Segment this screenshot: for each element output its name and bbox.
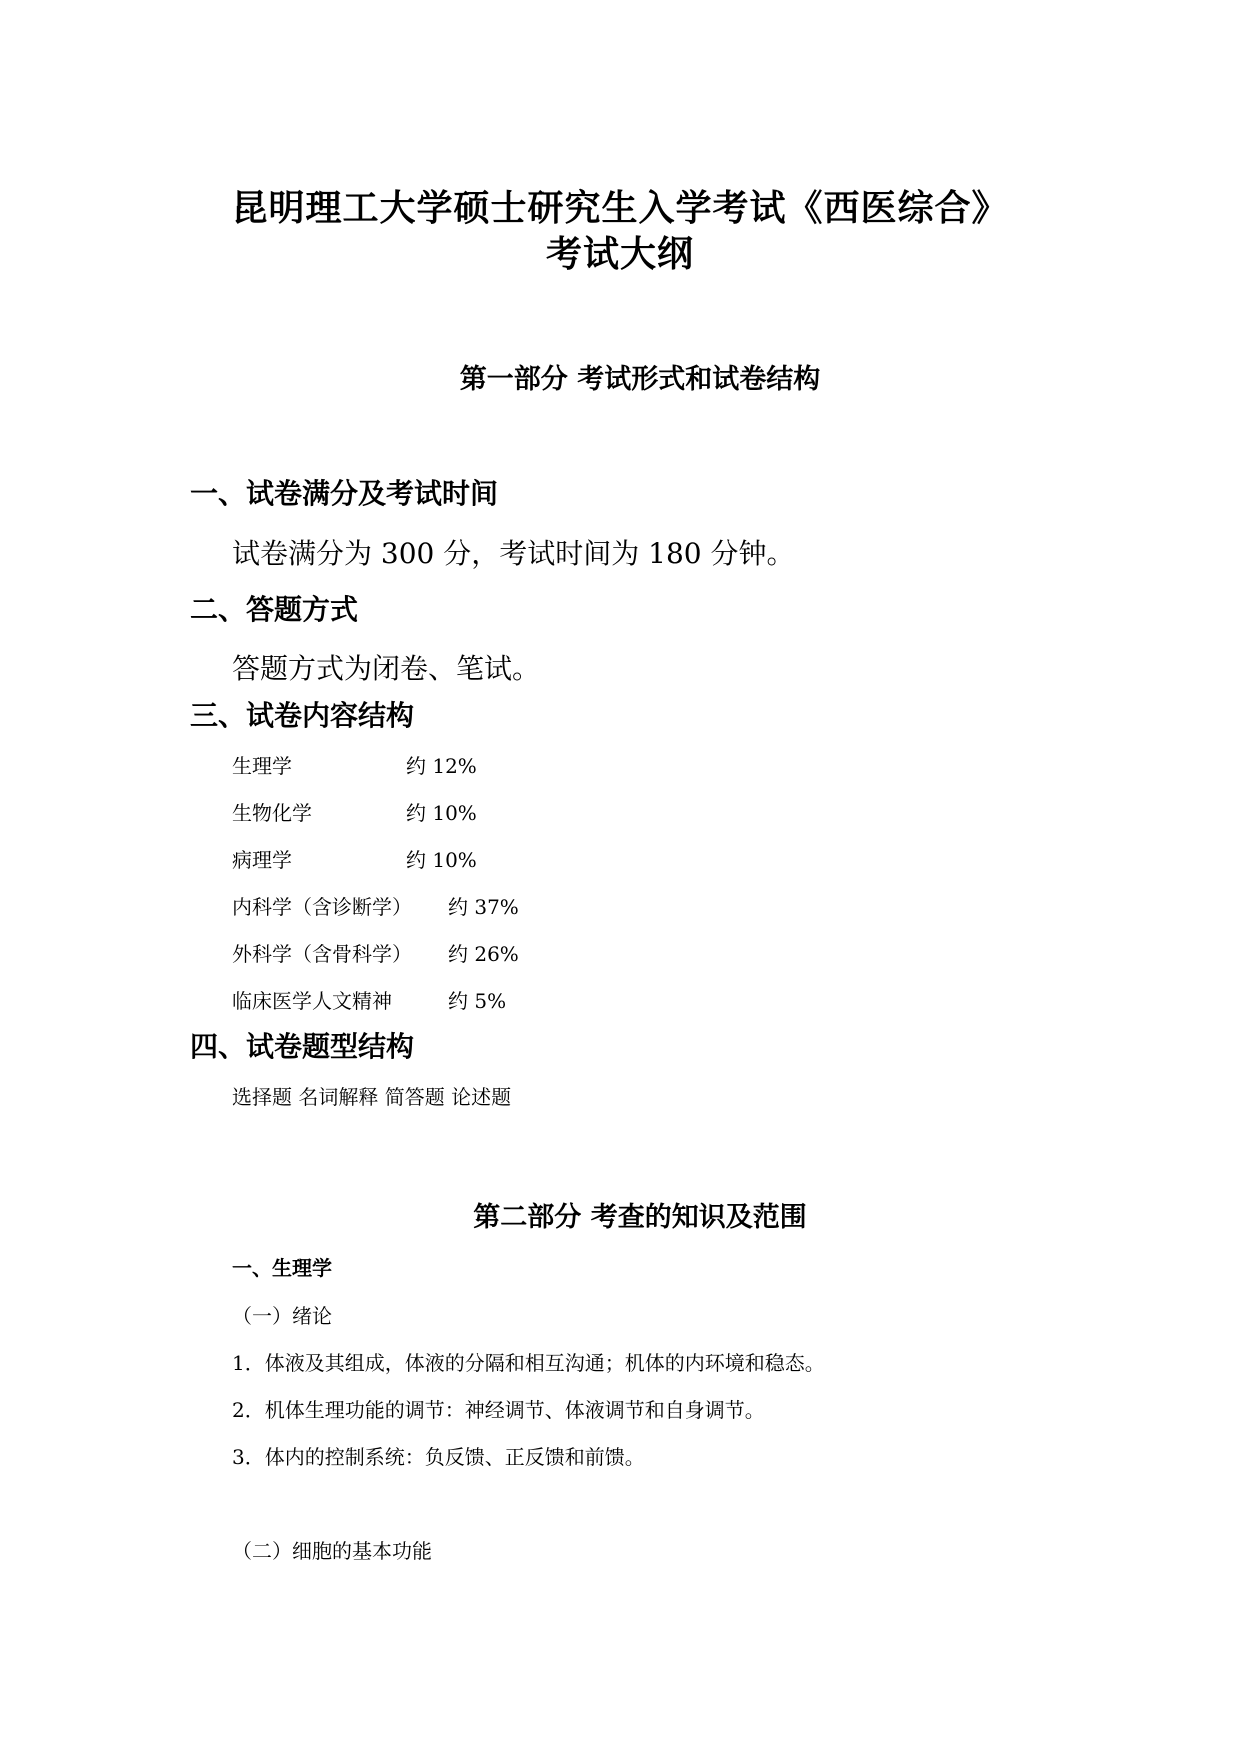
part2-heading: 第二部分 考查的知识及范围	[473, 1202, 807, 1233]
content-row-name: 临床医学人文精神	[232, 989, 392, 1013]
list-item: 1．体液及其组成，体液的分隔和相互沟通；机体的内环境和稳态。	[232, 1351, 825, 1375]
section4-text: 选择题 名词解释 简答题 论述题	[232, 1085, 512, 1109]
content-row-pct: 约 10%	[406, 801, 477, 825]
section1-heading: 一、试卷满分及考试时间	[190, 477, 499, 510]
list-item: 3．体内的控制系统：负反馈、正反馈和前馈。	[232, 1445, 645, 1469]
section2-heading: 二、答题方式	[190, 593, 359, 626]
content-row-name: 生理学	[232, 754, 292, 778]
content-row-name: 病理学	[232, 848, 292, 872]
section1-text: 试卷满分为 300 分，考试时间为 180 分钟。	[232, 537, 795, 570]
content-row-pct: 约 26%	[448, 942, 519, 966]
content-row-name: 生物化学	[232, 801, 312, 825]
content-row-name: 外科学（含骨科学）	[232, 942, 412, 966]
document-title-line1: 昆明理工大学硕士研究生入学考试《西医综合》	[231, 188, 1009, 229]
content-row-name: 内科学（含诊断学）	[232, 895, 412, 919]
list-item: 2．机体生理功能的调节：神经调节、体液调节和自身调节。	[232, 1398, 765, 1422]
subsection-introduction: （一）绪论	[232, 1304, 332, 1328]
section4-heading: 四、试卷题型结构	[190, 1030, 415, 1063]
document-title-line2: 考试大纲	[545, 234, 694, 275]
physiology-heading: 一、生理学	[232, 1256, 332, 1280]
content-row-pct: 约 10%	[406, 848, 477, 872]
part1-heading: 第一部分 考试形式和试卷结构	[459, 364, 821, 395]
content-row-pct: 约 37%	[448, 895, 519, 919]
content-row-pct: 约 5%	[448, 989, 507, 1013]
section2-text: 答题方式为闭卷、笔试。	[232, 652, 541, 685]
section3-heading: 三、试卷内容结构	[190, 699, 415, 732]
subsection-cell-function: （二）细胞的基本功能	[232, 1539, 432, 1563]
content-row-pct: 约 12%	[406, 754, 477, 778]
